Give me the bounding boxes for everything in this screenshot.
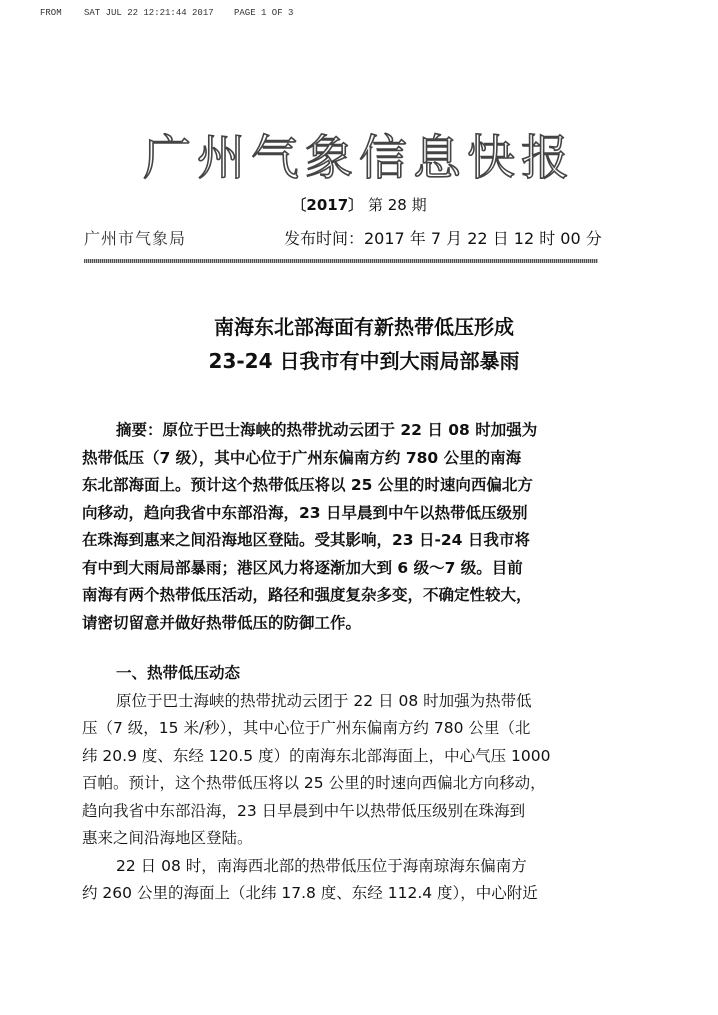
header-separator	[84, 259, 598, 263]
issuing-agency: 广州市气象局	[84, 229, 187, 248]
summary-line: 有中到大雨局部暴雨；港区风力将逐渐加大到 6 级～7 级。目前	[82, 558, 523, 577]
publish-time: 发布时间：2017 年 7 月 22 日 12 时 00 分	[284, 229, 602, 248]
summary-line: 热带低压（7 级），其中心位于广州东偏南方约 780 公里的南海	[82, 448, 522, 467]
paragraph-line: 趋向我省中东部沿海，23 日早晨到中午以热带低压级别在珠海到	[82, 801, 526, 820]
summary-line: 东北部海面上。预计这个热带低压将以 25 公里的时速向西偏北方	[82, 476, 533, 494]
headline	[0, 310, 718, 378]
summary-line: 摘要：原位于巴士海峡的热带扰动云团于 22 日 08 时加强为	[116, 421, 538, 439]
paragraph-line: 原位于巴士海峡的热带扰动云团于 22 日 08 时加强为热带低	[116, 691, 532, 710]
fax-header	[40, 8, 293, 18]
headline-line-1: 南海东北部海面有新热带低压形成	[214, 315, 514, 339]
summary-line: 南海有两个热带低压活动，路径和强度复杂多变，不确定性较大，	[82, 586, 532, 604]
summary-line: 请密切留意并做好热带低压的防御工作。	[82, 613, 362, 632]
summary-line: 在珠海到惠来之间沿海地区登陆。受其影响，23 日-24 日我市将	[82, 531, 530, 549]
fax-from-label: FROM	[40, 8, 62, 18]
paragraph-line: 约 260 公里的海面上（北纬 17.8 度、东经 112.4 度），中心附近	[82, 884, 538, 902]
headline-line-2: 23-24 日我市有中到大雨局部暴雨	[208, 349, 520, 373]
paragraph-line: 压（7 级，15 米/秒），其中心位于广州东偏南方约 780 公里（北	[82, 719, 531, 737]
paragraph-line: 惠来之间沿海地区登陆。	[82, 829, 253, 847]
paragraph-line: 纬 20.9 度、东经 120.5 度）的南海东北部海面上，中心气压 1000	[82, 746, 551, 765]
meta-row	[84, 228, 602, 250]
section-heading: 一、热带低压动态	[116, 664, 241, 682]
fax-page-indicator: PAGE 1 OF 3	[234, 8, 294, 18]
paragraph-line: 百帕。预计，这个热带低压将以 25 公里的时速向西偏北方向移动，	[82, 774, 546, 792]
document-title: 广州气象信息快报	[142, 130, 575, 186]
summary-paragraph	[82, 417, 620, 637]
paragraph-line: 22 日 08 时，南海西北部的热带低压位于海南琼海东偏南方	[116, 856, 527, 875]
section-tropical-depression	[82, 660, 620, 908]
issue-number	[0, 195, 718, 215]
issue-year: 〔2017〕	[291, 196, 364, 214]
fax-datetime: SAT JUL 22 12:21:44 2017	[84, 8, 214, 18]
issue-number-text: 第 28 期	[367, 196, 427, 214]
summary-line: 向移动，趋向我省中东部沿海，23 日早晨到中午以热带低压级别	[82, 503, 528, 522]
